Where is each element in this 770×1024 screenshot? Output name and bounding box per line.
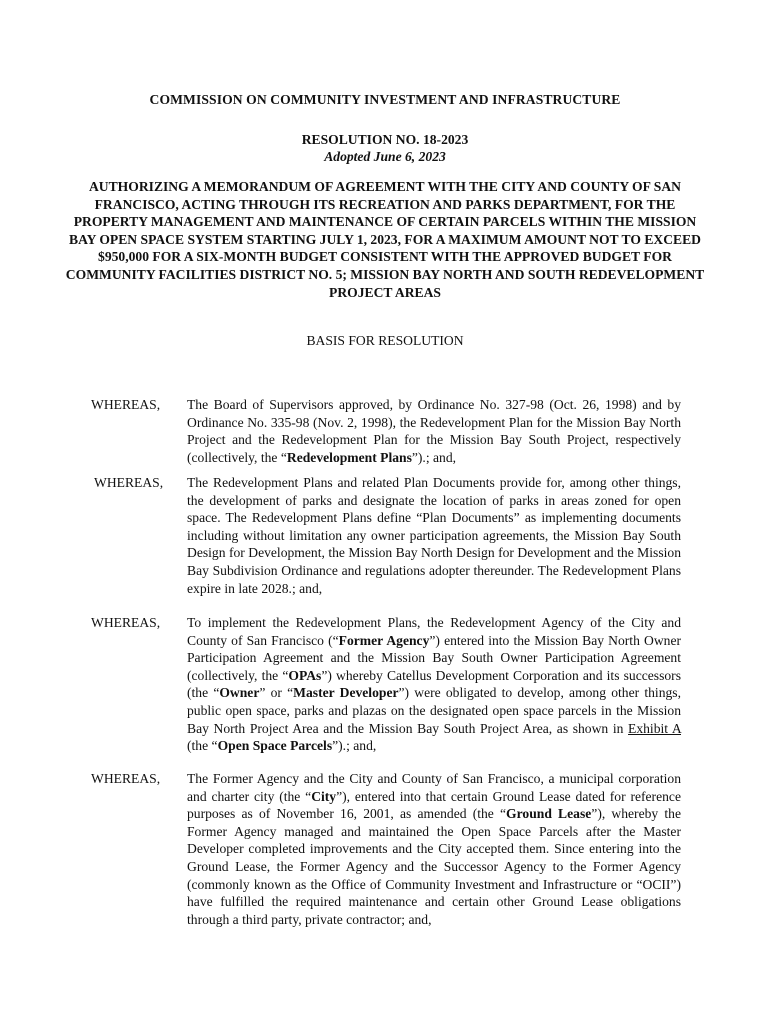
organization-title: COMMISSION ON COMMUNITY INVESTMENT AND INFRASTRUCTURE xyxy=(149,92,621,107)
defined-term: City xyxy=(311,788,337,804)
resolution-title: AUTHORIZING A MEMORANDUM OF AGREEMENT WITH THE CITY AND COUNTY OF SAN FRANCISCO, ACTING THROUGH ITS RECREATION AND PARKS DEPARTMENT, FOR THE PROPERTY MANAGEMENT AND MAINTENANCE OF CERTAIN PARCELS WITHIN THE MISSION BAY OPEN SPACE SYSTEM STARTING JULY 1, 2023, FOR A MAXIMUM AMOUNT NOT TO EXCEED $950,000 FOR A SIX-MONTH BUDGET CONSISTENT WITH THE APPROVED BUDGET FOR COMMUNITY FACILITIES DISTRICT NO. 5; MISSION BAY NORTH AND SOUTH REDEVELOPMENT PROJECT AREAS xyxy=(65,179,705,300)
clause-label: WHEREAS, xyxy=(91,397,161,412)
adopted-date: Adopted June 6, 2023 xyxy=(324,149,446,164)
clause-text-segment: ”).; and, xyxy=(411,449,457,465)
clause-text-segment: To implement the Redevelopment Plans, the Redevelopment Agency of the City and County of San Francisco (“ xyxy=(187,615,681,648)
clause-text xyxy=(187,770,681,928)
defined-term: OPAs xyxy=(288,667,322,683)
clause-label: WHEREAS, xyxy=(94,475,164,490)
clause-text xyxy=(187,396,681,466)
exhibit-reference: Exhibit A xyxy=(628,720,681,736)
defined-term: Open Space Parcels xyxy=(217,738,333,754)
clause-text-segment: The Redevelopment Plans and related Plan Documents provide for, among other things, the development of parks and designate the location of parks in areas zoned for open space. The Redevelopment Plans define “Plan Documents” as implementing documents including without limitation any owner participation agreements, the Mission Bay South Design for Development, the Mission Bay North Design for Development and the Mission Bay Subdivision Ordinance and regulations adopter thereunder. The Redevelopment Plans expire in late 2028.; and, xyxy=(187,475,681,596)
clause-text-segment: ” or “ xyxy=(259,685,294,701)
clause-text-segment: ”) whereby Catellus Development Corporation and its successors (the “ xyxy=(187,667,682,701)
clause-text-segment: ”) were obligated to develop, among other things, public open space, parks and plazas on the designated open space parcels in the Mission Bay North Project Area and the Mission Bay South Project Area, as shown in xyxy=(187,685,681,736)
defined-term: Master Developer xyxy=(293,685,399,701)
clause-text-segment: (the “ xyxy=(187,738,218,754)
defined-term: Ground Lease xyxy=(506,806,592,822)
clause-label: WHEREAS, xyxy=(91,771,161,786)
defined-term: Owner xyxy=(219,685,260,701)
basis-heading: BASIS FOR RESOLUTION xyxy=(306,333,464,348)
clause-text-segment: The Board of Supervisors approved, by Ordinance No. 327-98 (Oct. 26, 1998) and by Ordinance No. 335-98 (Nov. 2, 1998), the Redevelopment Plan for the Mission Bay North Project and the Redevelopment Plan for the Mission Bay South Project, respectively (collectively, the “ xyxy=(187,397,681,465)
clause-label: WHEREAS, xyxy=(91,615,161,630)
defined-term: Former Agency xyxy=(338,632,430,648)
clause-text-segment: ”), whereby the Former Agency managed and maintained the Open Space Parcels after the Master Developer completed improvements and the City accepted them. Since entering into the Ground Lease, the Former Agency and the Successor Agency to the Former Agency (commonly known as the Office of Community Investment and Infrastructure or “OCII”) have fulfilled the required maintenance and certain other Ground Lease obligations through a third party, private contractor; and, xyxy=(187,806,681,927)
resolution-number: RESOLUTION NO. 18-2023 xyxy=(301,132,469,147)
clause-text-segment: The Former Agency and the City and County of San Francisco, a municipal corporation and charter city (the “ xyxy=(187,771,681,804)
clause-text-segment: ”), entered into that certain Ground Lease dated for reference purposes as of November 16, 2001, as amended (the “ xyxy=(187,788,681,822)
defined-term: Redevelopment Plans xyxy=(286,449,412,465)
clause-text xyxy=(187,614,681,755)
clause-text-segment: ”) entered into the Mission Bay North Owner Participation Agreement and the Mission Bay South Owner Participation Agreement (collectively, the “ xyxy=(187,632,681,683)
clause-text xyxy=(187,474,681,597)
clause-text-segment: ”).; and, xyxy=(332,738,377,754)
